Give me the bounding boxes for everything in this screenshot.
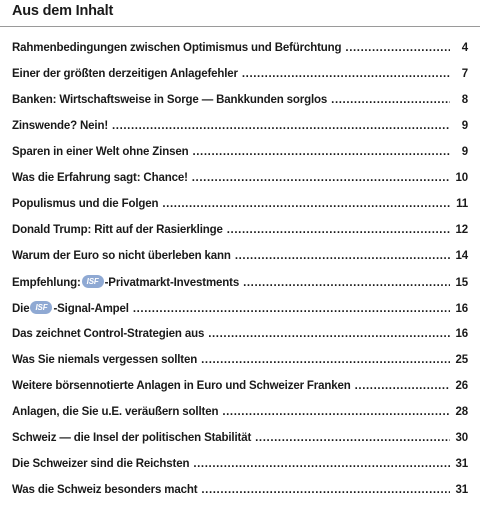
dot-leader: [201, 484, 450, 496]
toc-entry-title: Anlagen, die Sie u.E. veräußern sollten: [12, 406, 219, 418]
toc-entry[interactable]: [12, 224, 468, 244]
toc-entry[interactable]: [12, 484, 468, 504]
toc-entry[interactable]: [12, 276, 468, 296]
toc-entry-page: 9: [461, 146, 468, 158]
toc-entry-title: Was die Schweiz besonders macht: [12, 484, 198, 496]
toc-entry-page: 28: [455, 406, 468, 418]
toc-entry-title: Zinswende? Nein!: [12, 120, 108, 132]
toc-entry[interactable]: [12, 42, 468, 62]
dot-leader: [192, 172, 450, 184]
toc-entry-page: 10: [455, 172, 468, 184]
dot-leader: [345, 42, 450, 54]
toc-entry-page: 9: [461, 120, 468, 132]
page-title: Aus dem Inhalt: [12, 3, 114, 19]
dot-leader: [222, 406, 450, 418]
toc-entry[interactable]: [12, 68, 468, 88]
isf-logo: ISF: [82, 275, 104, 288]
toc-entry-page: 25: [455, 354, 468, 366]
dot-leader: [192, 146, 450, 158]
isf-logo: ISF: [30, 301, 52, 314]
toc-entry[interactable]: [12, 94, 468, 114]
toc-entry-title: Populismus und die Folgen: [12, 198, 159, 210]
dot-leader: [227, 224, 450, 236]
toc-entry[interactable]: [12, 380, 468, 400]
toc-entry-page: 30: [455, 432, 468, 444]
dot-leader: [193, 458, 450, 470]
toc-entry-page: 12: [455, 224, 468, 236]
toc-entry-page: 31: [455, 458, 468, 470]
toc-entry[interactable]: [12, 406, 468, 426]
toc-entry-title: Warum der Euro so nicht überleben kann: [12, 250, 231, 262]
toc-entry-title: Schweiz — die Insel der politischen Stabilität: [12, 432, 252, 444]
dot-leader: [162, 198, 450, 210]
toc-entry[interactable]: [12, 172, 468, 192]
toc-entry-title: Banken: Wirtschaftsweise in Sorge — Bankkunden sorglos: [12, 94, 328, 106]
dot-leader: [201, 354, 450, 366]
toc-entry[interactable]: [12, 198, 468, 218]
dot-leader: [235, 250, 450, 262]
toc-entry[interactable]: [12, 250, 468, 270]
toc-entry-page: 26: [455, 380, 468, 392]
toc-entry-page: 11: [456, 198, 468, 210]
toc-entry[interactable]: [12, 302, 468, 322]
toc-entry-page: 16: [455, 328, 468, 340]
toc-entry-page: 15: [455, 276, 468, 289]
toc-entry-page: 14: [455, 250, 468, 262]
toc-entry[interactable]: [12, 146, 468, 166]
toc-entry-title: Das zeichnet Control-Strategien aus: [12, 328, 205, 340]
dot-leader: [243, 277, 450, 289]
toc-entry[interactable]: [12, 354, 468, 374]
toc-entry-title-end: -Signal-Ampel: [53, 302, 129, 315]
toc-entry-title: Rahmenbedingungen zwischen Optimismus und Befürchtung: [12, 42, 342, 54]
toc-entry-title: Donald Trump: Ritt auf der Rasierklinge: [12, 224, 223, 236]
toc-entry-title: Was Sie niemals vergessen sollten: [12, 354, 198, 366]
toc-entry-title: Einer der größten derzeitigen Anlagefehler: [12, 68, 238, 80]
toc-entry-title: Was die Erfahrung sagt: Chance!: [12, 172, 188, 184]
toc-entry-title: [12, 276, 239, 289]
toc-entry-page: 4: [461, 42, 468, 54]
toc-entry-title-start: Empfehlung:: [12, 276, 81, 289]
toc-entry-page: 7: [461, 68, 468, 80]
dot-leader: [255, 432, 450, 444]
toc-entry[interactable]: [12, 432, 468, 452]
toc-entry-title: Die Schweizer sind die Reichsten: [12, 458, 190, 470]
dot-leader: [112, 120, 450, 132]
toc-entry-page: 16: [455, 302, 468, 315]
toc-entry-title: Sparen in einer Welt ohne Zinsen: [12, 146, 189, 158]
dot-leader: [208, 328, 450, 340]
dot-leader: [242, 68, 450, 80]
toc-entry-title-start: Die: [12, 302, 30, 315]
toc-entry-page: 8: [461, 94, 468, 106]
toc-entry[interactable]: [12, 458, 468, 478]
dot-leader: [331, 94, 450, 106]
toc-entry[interactable]: [12, 120, 468, 140]
toc-entry-page: 31: [455, 484, 468, 496]
toc-entry-title-end: -Privatmarkt-Investments: [104, 276, 240, 289]
toc-entry[interactable]: [12, 328, 468, 348]
dot-leader: [355, 380, 450, 392]
toc-entry-title: [12, 302, 129, 315]
heading-divider: [0, 26, 480, 27]
toc-entry-title: Weitere börsennotierte Anlagen in Euro und Schweizer Franken: [12, 380, 351, 392]
dot-leader: [133, 303, 450, 315]
